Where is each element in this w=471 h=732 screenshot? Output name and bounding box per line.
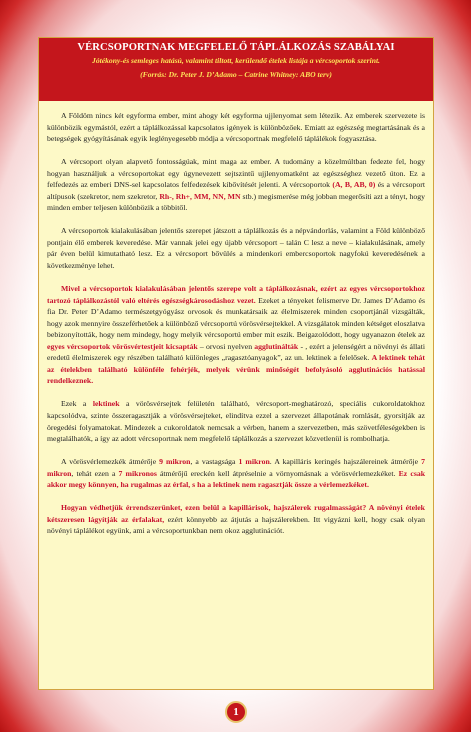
document-page bbox=[38, 37, 434, 690]
header-banner bbox=[39, 38, 433, 101]
paragraph-2: A vércsoport olyan alapvető fontosságúak, mint maga az ember. A tudomány a közelmúltban fedezte fel, hogy hogyan használjuk a vércsoportokat egy úgynevezett sejtszintű ujjlenyomatként az egészséghez vezető úton. Ez a felfedezés az emberi DNS-sel kapcsolatos felfedezések kibővítését jelenti. A vércsoportok (A, B, AB, 0) és a vércsoport altípusok (szekretor, nem szekretor, Rh-, Rh+, MM, NN, MN stb.) megismerése még jobban megerősíti azt a tényt, hogy minden ember teljesen különbözik a többitől. bbox=[47, 157, 426, 213]
paragraph-3: A vércsoportok kialakulásában jelentős szerepet játszott a táplálkozás és a népvándorlás, valamint a Föld különböző pontjain élő emberek keveredése. Már vannak jelei egy újabb vércsoport – talán C lesz a neve – kialakulásának, amely pár éven belül kimutatható lesz. Ez a vércsoport bővülés a mindenkori embercsoportok nagyfokú keveredésének a következménye lehet. bbox=[47, 226, 425, 271]
source-line: (Forrás: Dr. Peter J. D’Adamo – Catrine Whitney: ABO terv) bbox=[140, 70, 332, 79]
paragraph-4: Mivel a vércsoportok kialakulásában jelentős szerepe volt a táplálkozásnak, ezért az egyes vércsoportokhoz tartozó táplálkozástól való eltérés egészségkárosodáshoz vezet. Ezeket a tényeket felismerve Dr. James D’Adamo és fia Dr. Peter D’Adamo természetgyógyász orvosok és munkatársaik az élelmiszerek minden csoportjánál vizsgálták, hogy azok mennyire összeférhetőek a különböző vércsoportú vörösvérsejtekkel. A vizsgálatok minden kétséget eloszlatva bebizonyították, hogy nem mindegy, hogy melyik vércsoportú ember mit eszik. Beigazolódott, hogy ugyanazon ételek az egyes vércsoportok vörösvértestjeit kicsapták – orvosi nyelven agglutinálták - , ezért a jelenségért a növényi és állati eredetű élelmiszerek egy részében található különleges „ragasztóanyagok”, az un. lektinek a felelősek. A lektinek tehát az ételekben található különféle fehérjék, melyek vérünk minőségét befolyásoló agglutinációs hatással rendelkeznek. bbox=[47, 284, 426, 386]
paragraph-7: Hogyan védhetjük érrendszerünket, ezen belül a kapillárisok, hajszálerek rugalmasságát? A növényi ételek kétszeresen lágyítják az érfalakat, ezért könnyebb az átjutás a hajszálerekben. Itt vigyázni kell, hogy csak olyan növényi táplálékot együnk, ami a vércsoportunkban nem okoz agglutinációt. bbox=[47, 503, 425, 536]
paragraph-1: A Földöm nincs két egyforma ember, mint ahogy két egyforma ujjlenyomat sem létezik. Az emberek szervezete is különbözik egymástól, ezért a táplálkozással kapcsolatos igények is különbözőek. Emiatt az egészség megtartásának és a betegségek gyógyításának egyik leglényegesebb módja a vércsoportnak megfelelő táplálékok fogyasztása. bbox=[47, 111, 425, 144]
article-body bbox=[47, 110, 425, 548]
page-subtitle: Jótékony-és semleges hatású, valamint tiltott, kerülendő ételek listája a vércsoportok szerint. bbox=[92, 56, 380, 65]
paragraph-6: A vörösvérlemezkék átmérője 9 mikron, a vastagsága 1 mikron. A kapilláris keringés hajszálereinek átmérője 7 mikron, tehát ezen a 7 mikronos átmérőjű ereckén kell átpréselnie a vörnyomásnak a vörösvérlemezkéket. Ez csak akkor megy könnyen, ha rugalmas az érfal, s ha a lektinek nem ragasztják össze a vérlemezkéket. bbox=[47, 457, 426, 490]
paragraph-5: Ezek a lektinek a vörösvérsejtek felületén található, vércsoport-meghatározó, speciális cukoroldatokhoz kapcsolódva, szinte összeragasztják a vörösvérsejteket, elindítva ezzel a szervezet állapotának romlását, gyorsítják az öregedési folyamatokat. Mindezek a cukoroldatok nemcsak a vérben, hanem a szervezetben, más szövetféleségekben is megtalálhatók, a így az adott vércsoportnak nem megfelelő táplálkozás a szervezet közvetlenül is rombolhatja. bbox=[47, 399, 425, 444]
page-title: VÉRCSOPORTNAK MEGFELELŐ TÁPLÁLKOZÁS SZABÁLYAI bbox=[77, 42, 395, 53]
page-number-badge: 1 bbox=[225, 701, 247, 723]
